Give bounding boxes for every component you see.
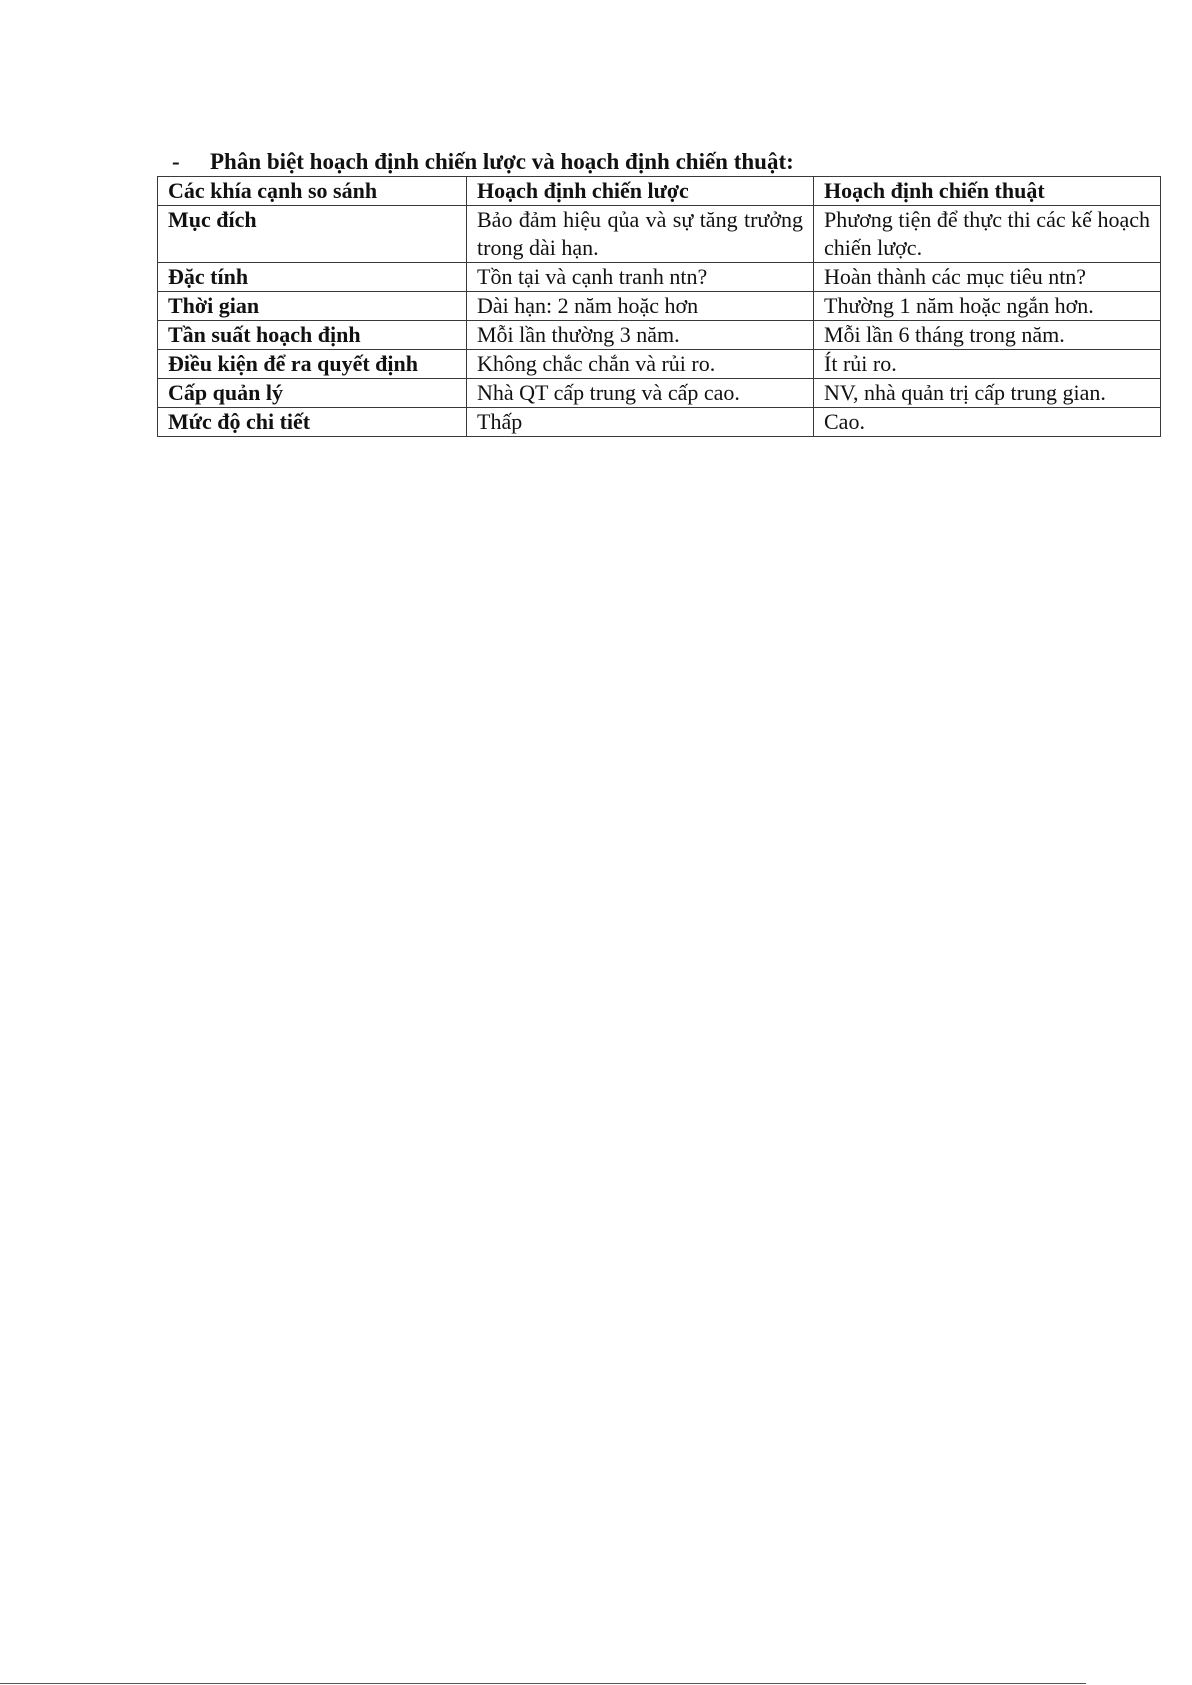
strategic-cell: Mỗi lần thường 3 năm.	[467, 321, 814, 350]
table-row	[158, 321, 1161, 350]
aspect-cell: Cấp quản lý	[158, 379, 467, 408]
footer-rule	[0, 1683, 1086, 1684]
strategic-cell: Dài hạn: 2 năm hoặc hơn	[467, 292, 814, 321]
strategic-cell: Nhà QT cấp trung và cấp cao.	[467, 379, 814, 408]
table-row	[158, 350, 1161, 379]
table-row	[158, 263, 1161, 292]
table-row	[158, 206, 1161, 263]
aspect-cell: Thời gian	[158, 292, 467, 321]
aspect-cell: Điều kiện để ra quyết định	[158, 350, 467, 379]
header-strategic: Hoạch định chiến lược	[467, 177, 814, 206]
table-row	[158, 408, 1161, 437]
header-aspect: Các khía cạnh so sánh	[158, 177, 467, 206]
aspect-cell: Mức độ chi tiết	[158, 408, 467, 437]
strategic-cell: Bảo đảm hiệu qủa và sự tăng trưởng trong dài hạn.	[467, 206, 814, 263]
table-header-row	[158, 177, 1161, 206]
section-heading	[172, 148, 794, 176]
heading-text: Phân biệt hoạch định chiến lược và hoạch định chiến thuật:	[210, 149, 794, 174]
strategic-cell: Tồn tại và cạnh tranh ntn?	[467, 263, 814, 292]
tactical-cell: Mỗi lần 6 tháng trong năm.	[814, 321, 1161, 350]
strategic-cell: Không chắc chắn và rủi ro.	[467, 350, 814, 379]
tactical-cell: NV, nhà quản trị cấp trung gian.	[814, 379, 1161, 408]
tactical-cell: Phương tiện để thực thi các kế hoạch chiến lược.	[814, 206, 1161, 263]
table-row	[158, 292, 1161, 321]
strategic-cell: Thấp	[467, 408, 814, 437]
tactical-cell: Ít rủi ro.	[814, 350, 1161, 379]
aspect-cell: Tần suất hoạch định	[158, 321, 467, 350]
tactical-cell: Cao.	[814, 408, 1161, 437]
aspect-cell: Mục đích	[158, 206, 467, 263]
header-tactical: Hoạch định chiến thuật	[814, 177, 1161, 206]
bullet-dash: -	[172, 149, 180, 174]
tactical-cell: Thường 1 năm hoặc ngắn hơn.	[814, 292, 1161, 321]
comparison-table	[157, 176, 1161, 437]
tactical-cell: Hoàn thành các mục tiêu ntn?	[814, 263, 1161, 292]
table-row	[158, 379, 1161, 408]
aspect-cell: Đặc tính	[158, 263, 467, 292]
